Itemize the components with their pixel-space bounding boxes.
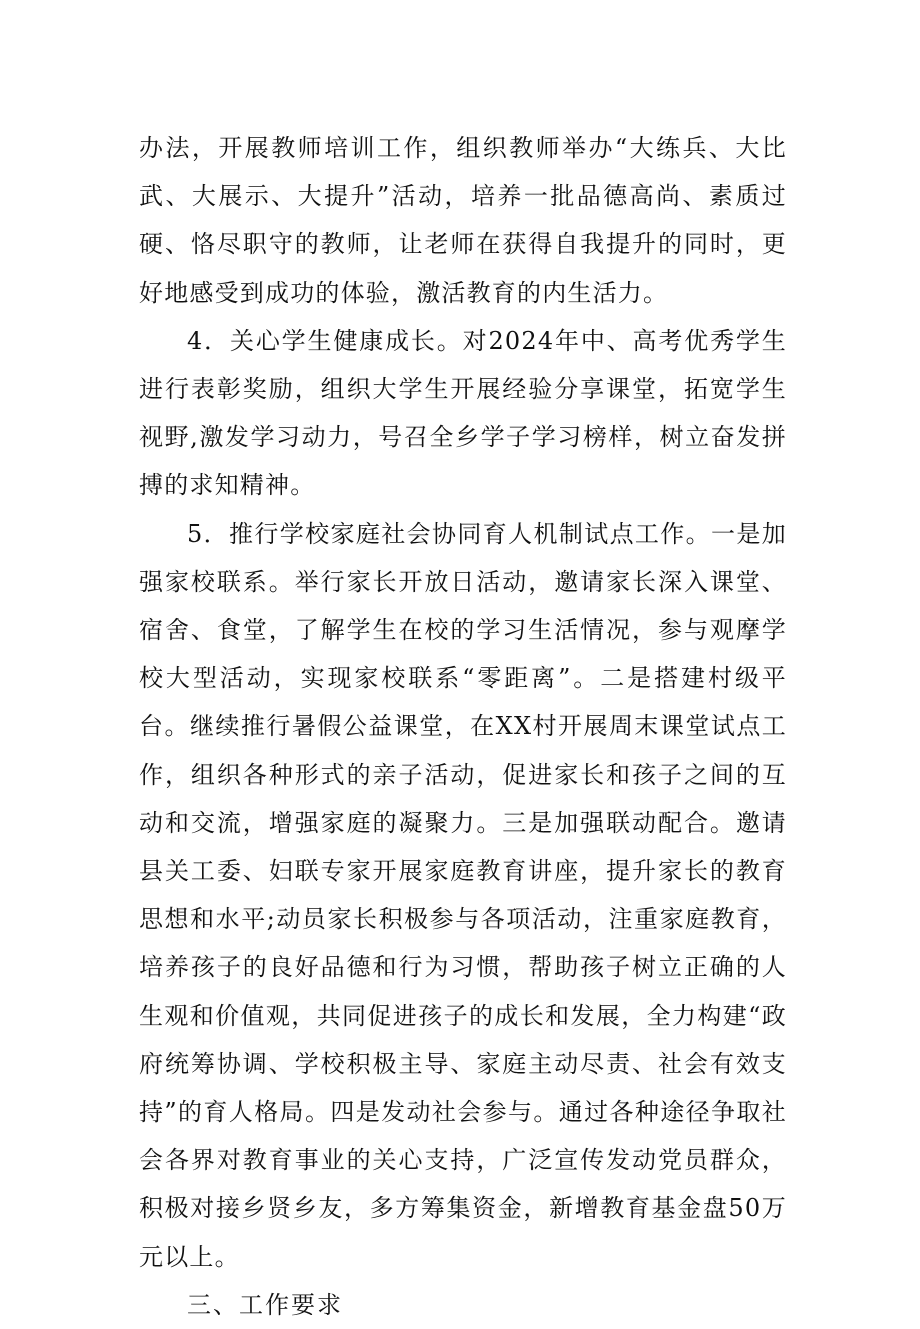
paragraph-coeducation-mechanism: 5．推行学校家庭社会协同育人机制试点工作。一是加强家校联系。举行家长开放日活动，邀请家长深入课堂、宿舍、食堂，了解学生在校的学习生活情况，参与观摩学校大型活动，实现家校联系“零距离”。二是搭建村级平台。继续推行暑假公益课堂，在XX村开展周末课堂试点工作，组织各种形式的亲子活动，促进家长和孩子之间的互动和交流，增强家庭的凝聚力。三是加强联动配合。邀请县关工委、妇联专家开展家庭教育讲座，提升家长的教育思想和水平;动员家长积极参与各项活动，注重家庭教育，培养孩子的良好品德和行为习惯，帮助孩子树立正确的人生观和价值观，共同促进孩子的成长和发展，全力构建“政府统筹协调、学校积极主导、家庭主动尽责、社会有效支持”的育人格局。四是发动社会参与。通过各种途径争取社会各界对教育事业的关心支持，广泛宣传发动党员群众，积极对接乡贤乡友，多方筹集资金，新增教育基金盘50万元以上。 [139,519,787,1271]
document-body [139,124,787,1329]
paragraph-teacher-training: 办法，开展教师培训工作，组织教师举办“大练兵、大比武、大展示、大提升”活动，培养一批品德高尚、素质过硬、恪尽职守的教师，让老师在获得自我提升的同时，更好地感受到成功的体验，激活教育的内生活力。 [139,134,787,307]
section-heading-work-requirements: 三、工作要求 [187,1290,343,1319]
paragraph-student-growth: 4．关心学生健康成长。对2024年中、高考优秀学生进行表彰奖励，组织大学生开展经验分享课堂，拓宽学生视野,激发学习动力，号召全乡学子学习榜样，树立奋发拼搏的求知精神。 [139,326,787,500]
